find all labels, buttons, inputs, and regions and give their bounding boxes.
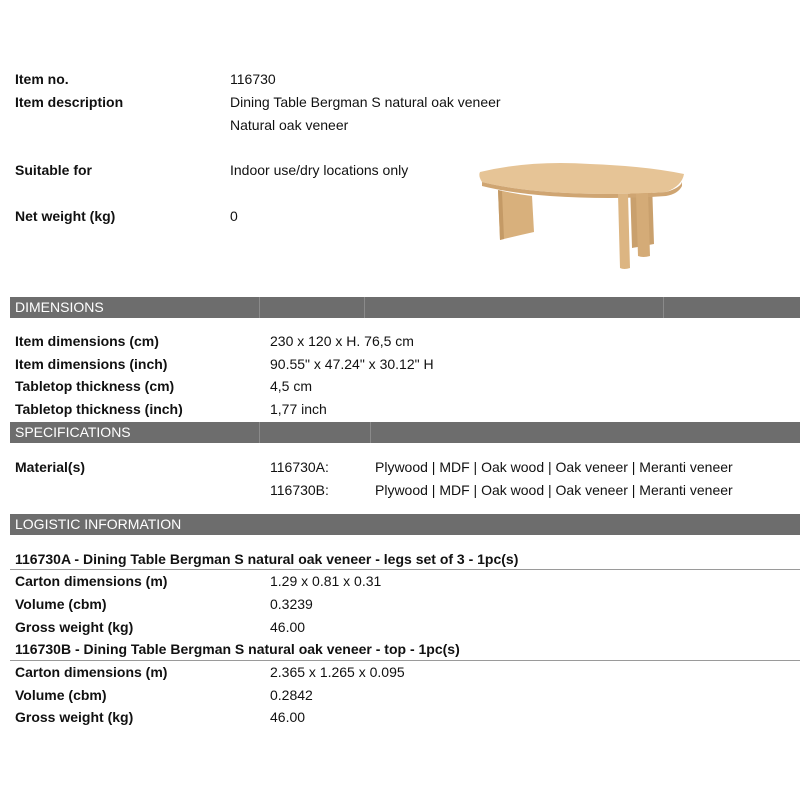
- dimensions-section-bar: [10, 297, 800, 318]
- logistics-value: 1.29 x 0.81 x 0.31: [270, 573, 382, 589]
- logistics-section-bar: [10, 514, 800, 535]
- net-weight-label: Net weight (kg): [15, 208, 116, 224]
- dimensions-value: 1,77 inch: [270, 401, 327, 417]
- bar-divider: [370, 422, 371, 443]
- logistics-title: LOGISTIC INFORMATION: [15, 516, 182, 532]
- part-materials: Plywood | MDF | Oak wood | Oak veneer | Meranti veneer: [375, 459, 733, 475]
- logistics-label: Carton dimensions (m): [15, 573, 168, 589]
- part-materials: Plywood | MDF | Oak wood | Oak veneer | Meranti veneer: [375, 482, 733, 498]
- dimensions-value: 90.55" x 47.24" x 30.12" H: [270, 356, 434, 372]
- bar-divider: [364, 297, 365, 318]
- logistics-value: 2.365 x 1.265 x 0.095: [270, 664, 405, 680]
- bar-divider: [259, 422, 260, 443]
- table-leg-front-right-2: [636, 193, 650, 257]
- specifications-section-bar: [10, 422, 800, 443]
- item-description-line1: Dining Table Bergman S natural oak veneer: [230, 94, 501, 110]
- logistics-label: Volume (cbm): [15, 687, 107, 703]
- item-description-label: Item description: [15, 94, 124, 110]
- divider: [10, 660, 800, 661]
- suitable-for-label: Suitable for: [15, 162, 93, 178]
- dining-table-image: [470, 152, 690, 274]
- logistics-label: Gross weight (kg): [15, 619, 134, 635]
- logistics-value: 46.00: [270, 709, 306, 725]
- logistics-label: Gross weight (kg): [15, 709, 134, 725]
- table-leg-front-right: [618, 194, 630, 269]
- specifications-title: SPECIFICATIONS: [15, 424, 131, 440]
- bar-divider: [663, 297, 664, 318]
- dimensions-label: Item dimensions (cm): [15, 333, 159, 349]
- item-no-value: 116730: [230, 71, 276, 87]
- dimensions-value: 4,5 cm: [270, 378, 313, 394]
- net-weight-value: 0: [230, 208, 238, 224]
- divider: [10, 569, 800, 570]
- item-no-label: Item no.: [15, 71, 69, 87]
- part-code: 116730A:: [270, 459, 329, 475]
- dimensions-title: DIMENSIONS: [15, 299, 104, 315]
- dimensions-label: Tabletop thickness (cm): [15, 378, 175, 394]
- bar-divider: [259, 297, 260, 318]
- logistics-label: Volume (cbm): [15, 596, 107, 612]
- package-heading: 116730A - Dining Table Bergman S natural oak veneer - legs set of 3 - 1pc(s): [15, 551, 519, 567]
- dimensions-label: Item dimensions (inch): [15, 356, 168, 372]
- logistics-value: 0.2842: [270, 687, 313, 703]
- logistics-label: Carton dimensions (m): [15, 664, 168, 680]
- item-description-line2: Natural oak veneer: [230, 117, 349, 133]
- suitable-for-value: Indoor use/dry locations only: [230, 162, 409, 178]
- dimensions-value: 230 x 120 x H. 76,5 cm: [270, 333, 414, 349]
- package-heading: 116730B - Dining Table Bergman S natural oak veneer - top - 1pc(s): [15, 641, 460, 657]
- dimensions-label: Tabletop thickness (inch): [15, 401, 183, 417]
- material-label: Material(s): [15, 459, 86, 475]
- part-code: 116730B:: [270, 482, 329, 498]
- logistics-value: 46.00: [270, 619, 306, 635]
- logistics-value: 0.3239: [270, 596, 313, 612]
